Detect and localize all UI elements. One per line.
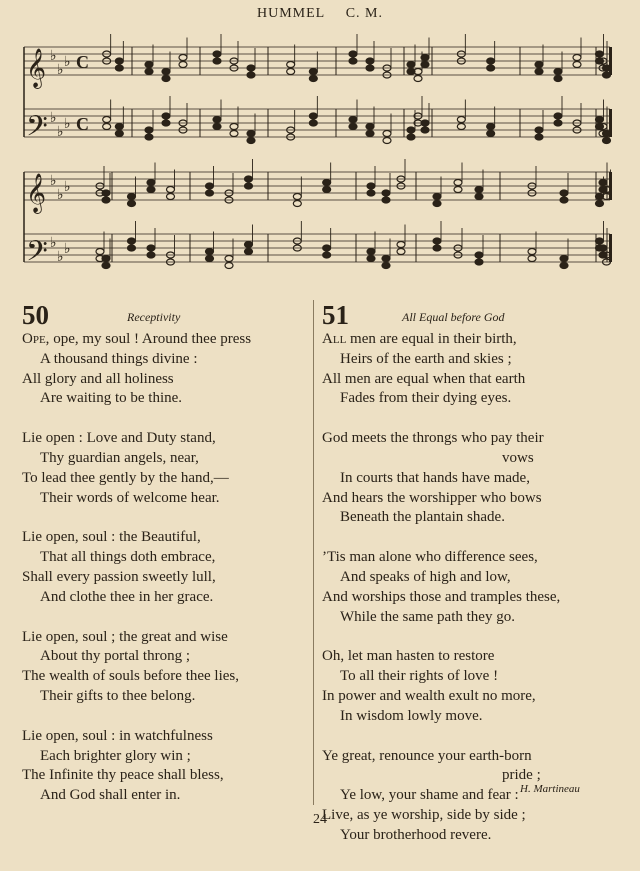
note-head — [454, 180, 462, 186]
verse-line: And clothe thee in her grace. — [40, 588, 214, 605]
verse-line: And God shall enter in. — [40, 787, 181, 804]
note-head — [225, 263, 233, 269]
stanza — [322, 647, 612, 726]
verse-line: And worships those and tramples these, — [322, 588, 561, 605]
note-head — [421, 62, 429, 68]
note-head — [560, 197, 568, 203]
note-head — [102, 197, 110, 203]
note-head — [433, 201, 441, 207]
note-head — [560, 256, 568, 262]
verse-line: In wisdom lowly move. — [340, 707, 483, 724]
note-head — [206, 183, 214, 189]
note-head — [245, 242, 253, 248]
hymn-text — [22, 330, 312, 806]
note-head — [213, 58, 221, 64]
note-head — [230, 131, 238, 137]
hymn-51 — [322, 300, 612, 866]
stanza — [22, 628, 312, 707]
note-head — [323, 180, 331, 186]
stanza — [22, 330, 312, 409]
note-head — [213, 124, 221, 130]
note-head — [147, 252, 155, 258]
note-head — [599, 245, 607, 251]
verse-line: vows — [502, 449, 534, 466]
page-number: 24 — [313, 812, 327, 827]
verse-line: Each brighter glory win ; — [40, 747, 191, 764]
note-head — [421, 120, 429, 126]
note-head — [535, 62, 543, 68]
note-head — [554, 76, 562, 82]
note-head — [247, 138, 255, 144]
note-head — [102, 256, 110, 262]
note-head — [309, 120, 317, 126]
note-head — [247, 131, 255, 137]
note-head — [367, 183, 375, 189]
note-head — [128, 194, 136, 200]
flat-sign: ♭ — [50, 236, 57, 251]
verse-line: All glory and all holiness — [22, 370, 174, 387]
flat-sign: ♭ — [64, 117, 71, 132]
note-head — [247, 65, 255, 71]
note-head — [475, 187, 483, 193]
note-head — [287, 69, 295, 75]
note-head — [206, 249, 214, 255]
note-head — [535, 134, 543, 140]
treble-clef: 𝄞 — [26, 173, 47, 213]
verse-line: God meets the throngs who pay their — [322, 430, 544, 447]
flat-sign: ♭ — [57, 63, 64, 78]
note-head — [206, 256, 214, 262]
note-head — [145, 127, 153, 133]
note-head — [596, 51, 604, 57]
note-head — [528, 249, 536, 255]
note-head — [535, 69, 543, 75]
treble-clef: 𝄞 — [26, 48, 47, 88]
stanza — [322, 548, 612, 627]
note-head — [573, 62, 581, 68]
tune-meter: C. M. — [345, 6, 384, 21]
hymn-text — [322, 330, 612, 846]
flat-sign: ♭ — [50, 174, 57, 189]
verse-line: To lead thee gently by the hand,— — [22, 469, 229, 486]
note-head — [293, 194, 301, 200]
hymn-title: Receptivity — [127, 310, 181, 324]
note-head — [245, 176, 253, 182]
note-head — [147, 245, 155, 251]
note-head — [487, 65, 495, 71]
note-head — [603, 72, 611, 78]
note-head — [367, 256, 375, 262]
note-head — [487, 58, 495, 64]
note-head — [573, 55, 581, 61]
verse-line: Their gifts to thee belong. — [40, 687, 196, 704]
flat-sign: ♭ — [64, 242, 71, 257]
verse-line: A thousand things divine : — [40, 350, 198, 367]
note-head — [382, 256, 390, 262]
note-head — [454, 187, 462, 193]
note-head — [115, 124, 123, 130]
note-head — [535, 127, 543, 133]
verse-line: All men are equal when that earth — [322, 370, 526, 387]
verse-line: Ope, ope, my soul ! Around thee press — [22, 331, 252, 347]
verse-line: Your brotherhood revere. — [340, 826, 492, 843]
note-head — [397, 242, 405, 248]
note-head — [147, 180, 155, 186]
note-head — [366, 124, 374, 130]
note-head — [309, 69, 317, 75]
note-head — [457, 117, 465, 123]
note-head — [475, 194, 483, 200]
note-head — [162, 120, 170, 126]
note-head — [206, 190, 214, 196]
flat-sign: ♭ — [50, 111, 57, 126]
hymn-number: 50 — [22, 300, 49, 330]
note-head — [528, 256, 536, 262]
verse-line: The Infinite thy peace shall bless, — [22, 767, 224, 784]
verse-line: In courts that hands have made, — [340, 469, 530, 486]
note-head — [349, 58, 357, 64]
verse-line: Shall every passion sweetly lull, — [22, 568, 216, 585]
note-head — [554, 113, 562, 119]
note-head — [560, 190, 568, 196]
note-head — [323, 252, 331, 258]
verse-line: And hears the worshipper who bows — [322, 489, 542, 506]
note-head — [102, 190, 110, 196]
time-signature: C — [76, 114, 89, 134]
verse-line: Beneath the plantain shade. — [340, 509, 505, 526]
note-head — [128, 201, 136, 207]
note-head — [414, 76, 422, 82]
note-head — [287, 62, 295, 68]
verse-line: Live, as ye worship, side by side ; — [322, 806, 526, 823]
stanza — [322, 429, 612, 528]
stanza — [22, 528, 312, 607]
flat-sign: ♭ — [50, 49, 57, 64]
note-head — [247, 72, 255, 78]
verse-line: pride ; — [502, 767, 541, 784]
note-head — [213, 117, 221, 123]
note-head — [596, 201, 604, 207]
note-head — [596, 238, 604, 244]
note-head — [554, 69, 562, 75]
verse-line: Thy guardian angels, near, — [40, 449, 199, 466]
verse-line: Are waiting to be thine. — [40, 390, 183, 407]
note-head — [383, 138, 391, 144]
note-head — [554, 120, 562, 126]
note-head — [382, 190, 390, 196]
note-head — [457, 124, 465, 130]
stanza — [22, 727, 312, 806]
verse-line: Lie open, soul : the Beautiful, — [22, 529, 201, 546]
note-head — [179, 62, 187, 68]
flat-sign: ♭ — [57, 188, 64, 203]
verse-line: While the same path they go. — [340, 608, 515, 625]
note-head — [245, 249, 253, 255]
verse-line: Fades from their dying eyes. — [340, 390, 512, 407]
note-head — [407, 62, 415, 68]
note-head — [603, 138, 611, 144]
hymn-title: All Equal before God — [402, 310, 505, 324]
bass-clef: 𝄢 — [26, 235, 48, 275]
verse-line: About thy portal throng ; — [40, 648, 190, 665]
note-head — [145, 134, 153, 140]
flat-sign: ♭ — [57, 250, 64, 265]
column-divider — [313, 300, 314, 805]
note-head — [103, 117, 111, 123]
note-head — [103, 124, 111, 130]
note-head — [599, 180, 607, 186]
bass-clef: 𝄢 — [26, 110, 48, 150]
note-head — [309, 76, 317, 82]
tune-name: HUMMEL — [256, 6, 326, 21]
hymn-50 — [22, 300, 312, 826]
note-head — [145, 62, 153, 68]
verse-line: Lie open, soul ; the great and wise — [22, 628, 228, 645]
note-head — [367, 190, 375, 196]
note-head — [115, 65, 123, 71]
note-head — [366, 131, 374, 137]
note-head — [162, 113, 170, 119]
note-head — [433, 194, 441, 200]
note-head — [407, 127, 415, 133]
note-head — [293, 201, 301, 207]
author-attribution: H. Martineau — [520, 783, 580, 795]
stanza — [322, 747, 612, 846]
note-head — [366, 65, 374, 71]
note-head — [560, 263, 568, 269]
note-head — [487, 131, 495, 137]
note-head — [115, 58, 123, 64]
note-head — [421, 127, 429, 133]
note-head — [167, 194, 175, 200]
note-head — [162, 69, 170, 75]
note-head — [603, 65, 611, 71]
note-head — [213, 51, 221, 57]
verse-line: ’Tis man alone who difference sees, — [322, 549, 538, 566]
note-head — [487, 124, 495, 130]
note-head — [383, 131, 391, 137]
verse-line: Ye great, renounce your earth-born — [322, 747, 532, 764]
verse-line: Lie open : Love and Duty stand, — [22, 430, 216, 447]
note-head — [323, 187, 331, 193]
note-head — [382, 197, 390, 203]
note-head — [366, 58, 374, 64]
note-head — [323, 245, 331, 251]
note-head — [179, 55, 187, 61]
note-head — [421, 55, 429, 61]
note-head — [128, 245, 136, 251]
verse-line: And speaks of high and low, — [340, 568, 511, 585]
note-head — [407, 134, 415, 140]
note-head — [596, 117, 604, 123]
verse-line: The wealth of souls before thee lies, — [22, 668, 240, 685]
note-head — [367, 249, 375, 255]
verse-line: In power and wealth exult no more, — [322, 687, 536, 704]
note-head — [245, 183, 253, 189]
note-head — [603, 131, 611, 137]
note-head — [115, 131, 123, 137]
note-head — [162, 76, 170, 82]
note-head — [96, 249, 104, 255]
verse-line: Oh, let man hasten to restore — [322, 648, 495, 665]
note-head — [433, 238, 441, 244]
note-head — [167, 187, 175, 193]
flat-sign: ♭ — [64, 55, 71, 70]
music-score — [0, 0, 640, 290]
time-signature: C — [76, 52, 89, 72]
verse-line: Lie open, soul : in watchfulness — [22, 727, 213, 744]
note-head — [147, 187, 155, 193]
note-head — [230, 124, 238, 130]
note-head — [128, 238, 136, 244]
verse-line: That all things doth embrace, — [40, 549, 216, 566]
verse-line: To all their rights of love ! — [340, 668, 499, 685]
note-head — [145, 69, 153, 75]
hymn-number: 51 — [322, 300, 349, 330]
note-head — [309, 113, 317, 119]
note-head — [349, 124, 357, 130]
note-head — [349, 117, 357, 123]
note-head — [397, 249, 405, 255]
note-head — [475, 252, 483, 258]
note-head — [225, 256, 233, 262]
verse-line: All men are equal in their birth, — [322, 331, 517, 347]
note-head — [382, 263, 390, 269]
stanza — [22, 429, 312, 508]
flat-sign: ♭ — [64, 180, 71, 195]
note-head — [475, 259, 483, 265]
verse-line: Ye low, your shame and fear : — [340, 787, 519, 804]
stanza — [322, 330, 612, 409]
note-head — [433, 245, 441, 251]
note-head — [349, 51, 357, 57]
verse-line: Their words of welcome hear. — [40, 489, 220, 506]
verse-line: Heirs of the earth and skies ; — [340, 350, 512, 367]
note-head — [102, 263, 110, 269]
flat-sign: ♭ — [57, 125, 64, 140]
